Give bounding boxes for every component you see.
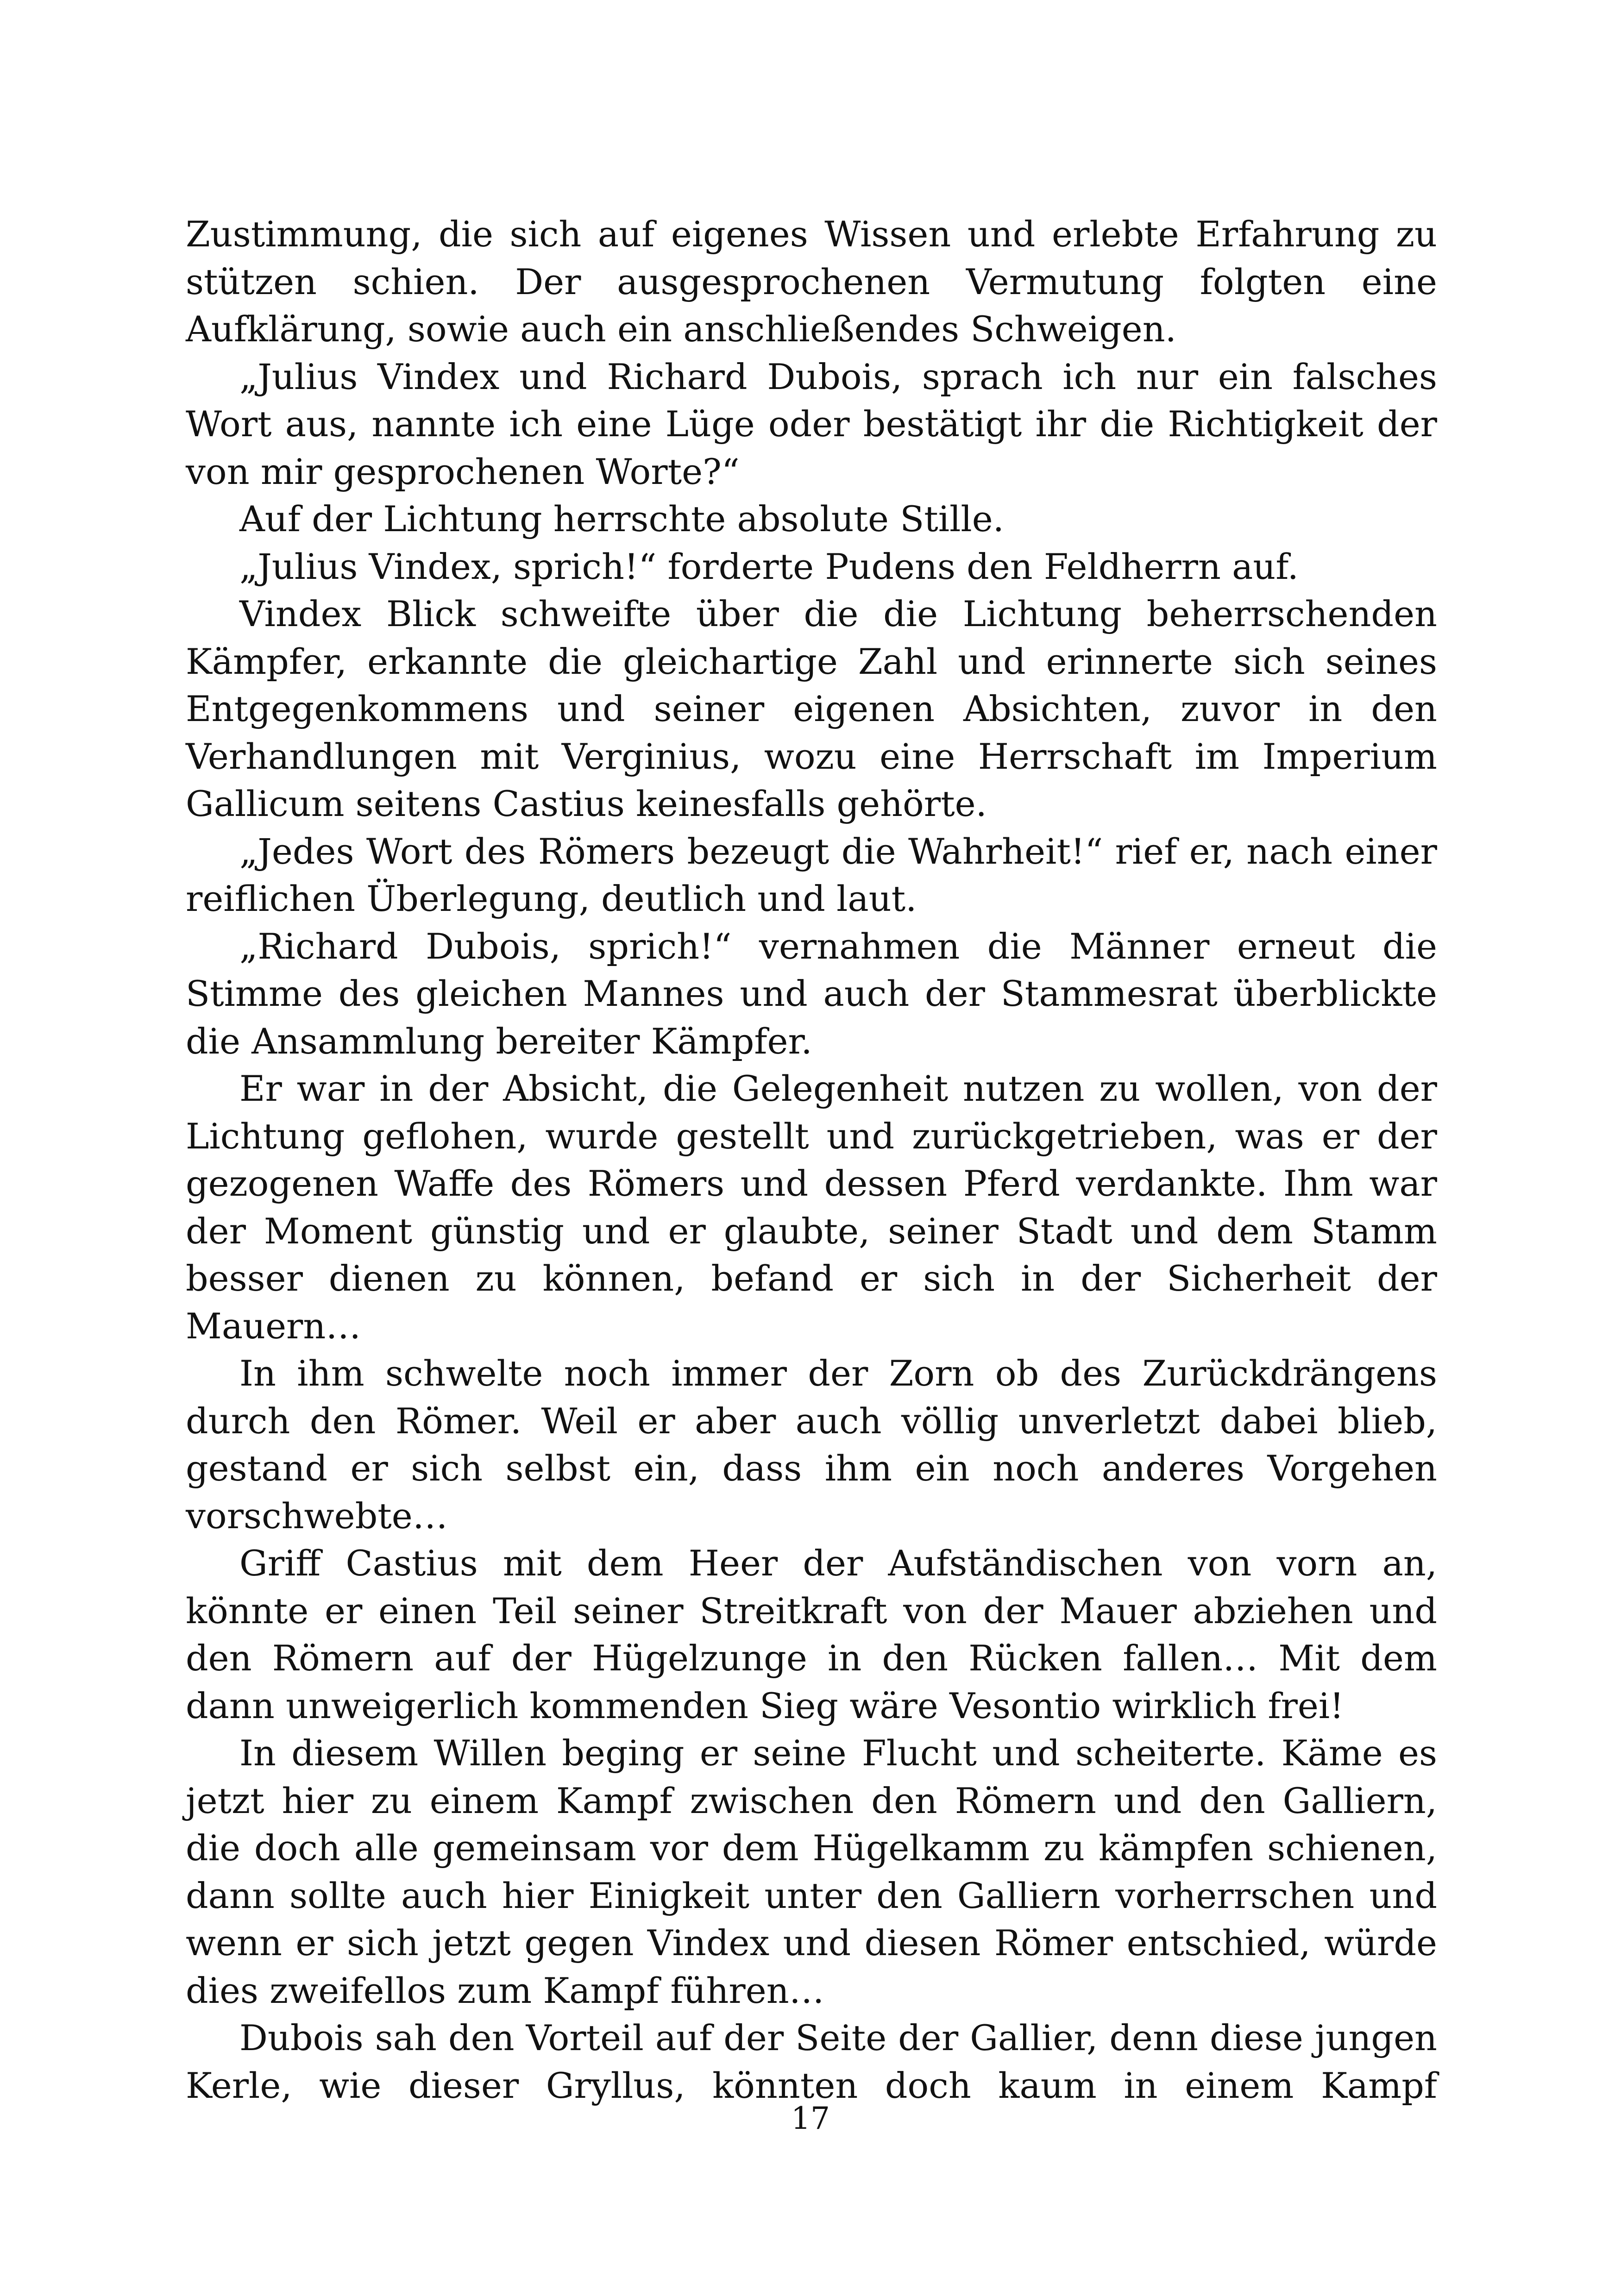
paragraph: Zustimmung, die sich auf eigenes Wissen und erlebte Erfahrung zu stützen schien. Der ausgesprochenen Vermutung folgten eine Aufklärung, sowie auch ein anschließendes Schweigen. xyxy=(186,213,1437,350)
paragraph: „Julius Vindex und Richard Dubois, sprach ich nur ein falsches Wort aus, nannte ich eine Lüge oder bestätigt ihr die Richtigkeit der von mir gesprochenen Worte?“ xyxy=(186,356,1437,492)
paragraph: „Jedes Wort des Römers bezeugt die Wahrheit!“ rief er, nach einer reiflichen Überlegung, deutlich und laut. xyxy=(186,830,1437,919)
paragraph: In ihm schwelte noch immer der Zorn ob des Zurückdrängens durch den Römer. Weil er aber auch völlig unverletzt dabei blieb, gestand er sich selbst ein, dass ihm ein noch anderes Vorgehen vorschwebte… xyxy=(186,1353,1437,1537)
body-text xyxy=(186,211,1437,2109)
paragraph: „Julius Vindex, sprich!“ forderte Pudens den Feldherrn auf. xyxy=(239,546,1299,587)
paragraph: Er war in der Absicht, die Gelegenheit nutzen zu wollen, von der Lichtung geflohen, wurde gestellt und zurückgetrieben, was er der gezogenen Waffe des Römers und dessen Pferd verdankte. Ihm war der Moment günstig und er glaubte, seiner Stadt und dem Stamm besser dienen zu können, befand er sich in der Sicherheit der Mauern… xyxy=(186,1068,1437,1347)
paragraph: In diesem Willen beging er seine Flucht und scheiterte. Käme es jetzt hier zu einem Kampf zwischen den Römern und den Galliern, die doch alle gemeinsam vor dem Hügelkamm zu kämpfen schienen, dann sollte auch hier Einigkeit unter den Galliern vorherrschen und wenn er sich jetzt gegen Vindex und diesen Römer entschied, würde dies zweifellos zum Kampf führen… xyxy=(186,1732,1437,2011)
paragraph: Dubois sah den Vorteil auf der Seite der Gallier, denn diese jungen Kerle, wie dieser Gryllus, könnten doch kaum in einem Kampf xyxy=(186,2017,1437,2106)
paragraph: Griff Castius mit dem Heer der Aufständischen von vorn an, könnte er einen Teil seiner Streitkraft von der Mauer abziehen und den Römern auf der Hügelzunge in den Rücken fallen… Mit dem dann unweigerlich kommenden Sieg wäre Vesontio wirklich frei! xyxy=(186,1543,1437,1726)
page-number: 17 xyxy=(791,2101,830,2136)
paragraph: Auf der Lichtung herrschte absolute Stille. xyxy=(239,498,1004,539)
paragraph: „Richard Dubois, sprich!“ vernahmen die Männer erneut die Stimme des gleichen Mannes und auch der Stammesrat überblickte die Ansammlung bereiter Kämpfer. xyxy=(186,925,1437,1062)
paragraph: Vindex Blick schweifte über die die Lichtung beherrschenden Kämpfer, erkannte die gleichartige Zahl und erinnerte sich seines Entgegenkommens und seiner eigenen Absichten, zuvor in den Verhandlungen mit Verginius, wozu eine Herrschaft im Imperium Gallicum seitens Castius keinesfalls gehörte. xyxy=(186,593,1437,824)
